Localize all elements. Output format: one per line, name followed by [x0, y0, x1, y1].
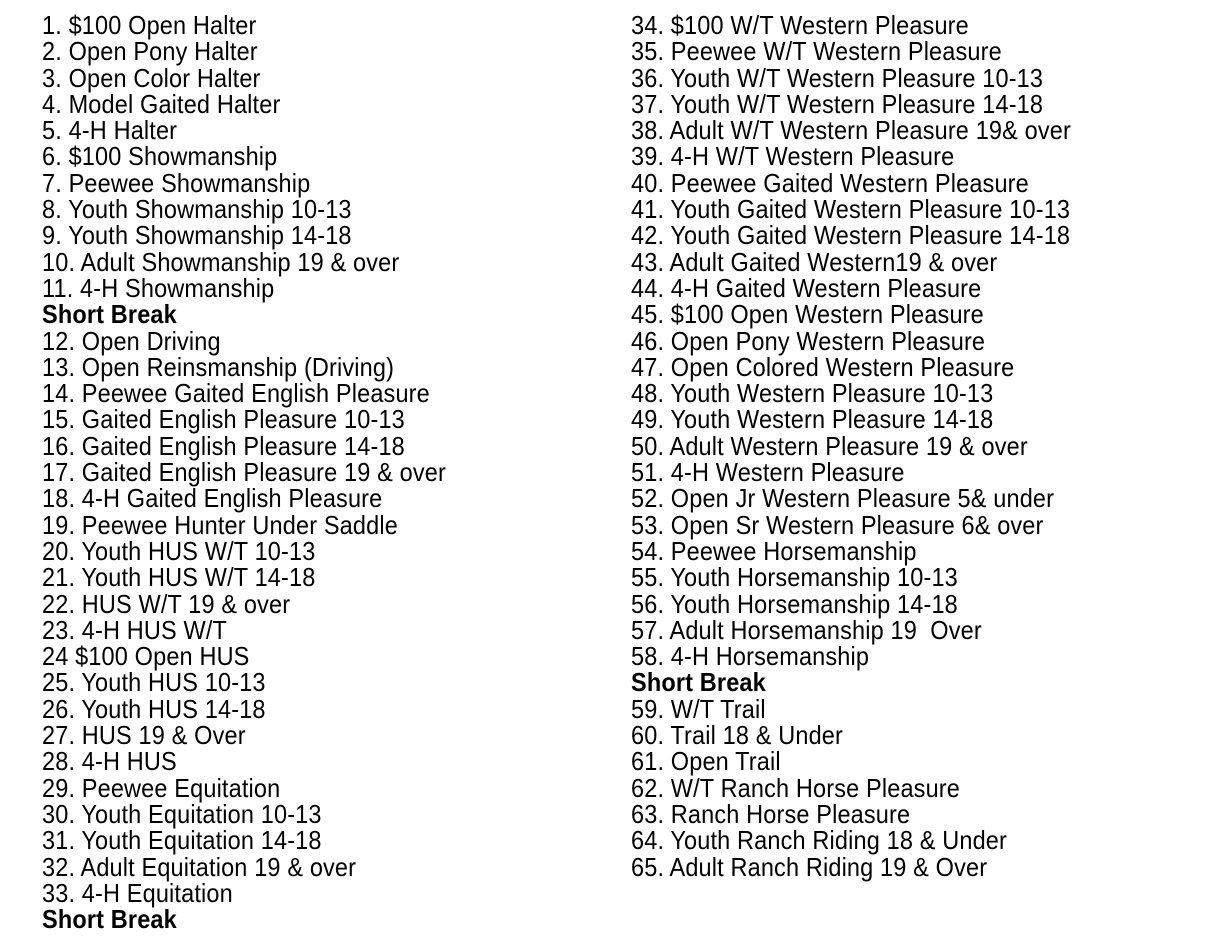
class-list-item: 62. W/T Ranch Horse Pleasure — [631, 773, 960, 802]
class-list-item: 24 $100 Open HUS — [42, 641, 250, 671]
class-list-item: 5. 4-H Halter — [42, 115, 178, 145]
class-list-item: 18. 4-H Gaited English Pleasure — [42, 484, 383, 513]
class-list-item: 56. Youth Horsemanship 14-18 — [631, 589, 958, 618]
class-list-item: 44. 4-H Gaited Western Pleasure — [631, 273, 982, 303]
class-list-item: 64. Youth Ranch Riding 18 & Under — [631, 825, 1007, 855]
class-list-item: 7. Peewee Showmanship — [42, 168, 311, 198]
class-list-item: 58. 4-H Horsemanship — [631, 641, 870, 671]
class-list-item: 52. Open Jr Western Pleasure 5& under — [631, 484, 1055, 513]
class-list-item: 26. Youth HUS 14-18 — [42, 694, 266, 724]
class-list-item: 37. Youth W/T Western Pleasure 14-18 — [631, 89, 1044, 119]
short-break-heading: Short Break — [42, 904, 177, 934]
class-list-item: 22. HUS W/T 19 & over — [42, 589, 291, 618]
class-list-item: 30. Youth Equitation 10-13 — [42, 799, 322, 829]
class-list-item: 23. 4-H HUS W/T — [42, 615, 228, 645]
class-list-item: 25. Youth HUS 10-13 — [42, 668, 266, 697]
class-list-item: 27. HUS 19 & Over — [42, 720, 246, 750]
class-list-item: 57. Adult Horsemanship 19 Over — [631, 615, 982, 645]
class-list-item: 51. 4-H Western Pleasure — [631, 457, 905, 487]
class-list-item: 12. Open Driving — [42, 326, 221, 355]
class-list-item: 17. Gaited English Pleasure 19 & over — [42, 457, 446, 487]
class-list-item: 34. $100 W/T Western Pleasure — [631, 10, 969, 40]
class-list-item: 14. Peewee Gaited English Pleasure — [42, 378, 430, 408]
class-list-right-column — [631, 12, 1201, 880]
class-list-item: 1. $100 Open Halter — [42, 10, 257, 40]
class-list-item: 46. Open Pony Western Pleasure — [631, 326, 986, 355]
class-list-item: 4. Model Gaited Halter — [42, 89, 281, 119]
class-list-item: 63. Ranch Horse Pleasure — [631, 799, 911, 829]
class-list-item: 60. Trail 18 & Under — [631, 720, 843, 750]
class-list-item: 65. Adult Ranch Riding 19 & Over — [631, 852, 988, 881]
class-list-item: 3. Open Color Halter — [42, 63, 261, 92]
class-list-item: 33. 4-H Equitation — [42, 878, 233, 908]
class-list-item: 20. Youth HUS W/T 10-13 — [42, 536, 316, 566]
class-list-item: 11. 4-H Showmanship — [42, 273, 275, 303]
class-list-item: 49. Youth Western Pleasure 14-18 — [631, 405, 994, 434]
class-list-item: 36. Youth W/T Western Pleasure 10-13 — [631, 63, 1044, 92]
short-break-heading: Short Break — [631, 668, 766, 697]
class-list-item: 43. Adult Gaited Western19 & over — [631, 247, 998, 276]
class-list-item: 10. Adult Showmanship 19 & over — [42, 247, 400, 276]
class-list-item: 2. Open Pony Halter — [42, 36, 258, 66]
class-list-item: 19. Peewee Hunter Under Saddle — [42, 510, 398, 539]
class-list-item: 16. Gaited English Pleasure 14-18 — [42, 431, 405, 461]
class-list-item: 55. Youth Horsemanship 10-13 — [631, 562, 958, 592]
class-list-item: 53. Open Sr Western Pleasure 6& over — [631, 510, 1044, 539]
class-list-item: 50. Adult Western Pleasure 19 & over — [631, 431, 1028, 461]
class-list-item: 15. Gaited English Pleasure 10-13 — [42, 405, 405, 434]
class-list-item: 9. Youth Showmanship 14-18 — [42, 221, 352, 250]
class-list-item: 47. Open Colored Western Pleasure — [631, 352, 1015, 382]
class-list-left-column — [42, 12, 612, 932]
class-list-item: 8. Youth Showmanship 10-13 — [42, 194, 352, 224]
class-list-item: 38. Adult W/T Western Pleasure 19& over — [631, 115, 1071, 145]
class-list-item: 54. Peewee Horsemanship — [631, 536, 917, 566]
class-list-item: 48. Youth Western Pleasure 10-13 — [631, 378, 994, 408]
class-list-item: 31. Youth Equitation 14-18 — [42, 825, 322, 855]
class-list-item: 28. 4-H HUS — [42, 746, 177, 776]
class-list-item: 32. Adult Equitation 19 & over — [42, 852, 357, 881]
class-list-item: 40. Peewee Gaited Western Pleasure — [631, 168, 1029, 198]
class-list-item: 21. Youth HUS W/T 14-18 — [42, 562, 316, 592]
class-list-item: 61. Open Trail — [631, 746, 781, 776]
class-list-item: 13. Open Reinsmanship (Driving) — [42, 352, 395, 382]
short-break-heading: Short Break — [42, 299, 177, 329]
class-list-item: 41. Youth Gaited Western Pleasure 10-13 — [631, 194, 1071, 224]
class-list-item: 39. 4-H W/T Western Pleasure — [631, 142, 955, 171]
class-list-item: 59. W/T Trail — [631, 694, 766, 724]
class-list-item: 29. Peewee Equitation — [42, 773, 281, 802]
class-list-item: 42. Youth Gaited Western Pleasure 14-18 — [631, 221, 1071, 250]
class-list-item: 6. $100 Showmanship — [42, 142, 278, 171]
class-list-item: 45. $100 Open Western Pleasure — [631, 299, 984, 329]
class-list-item: 35. Peewee W/T Western Pleasure — [631, 36, 1002, 66]
